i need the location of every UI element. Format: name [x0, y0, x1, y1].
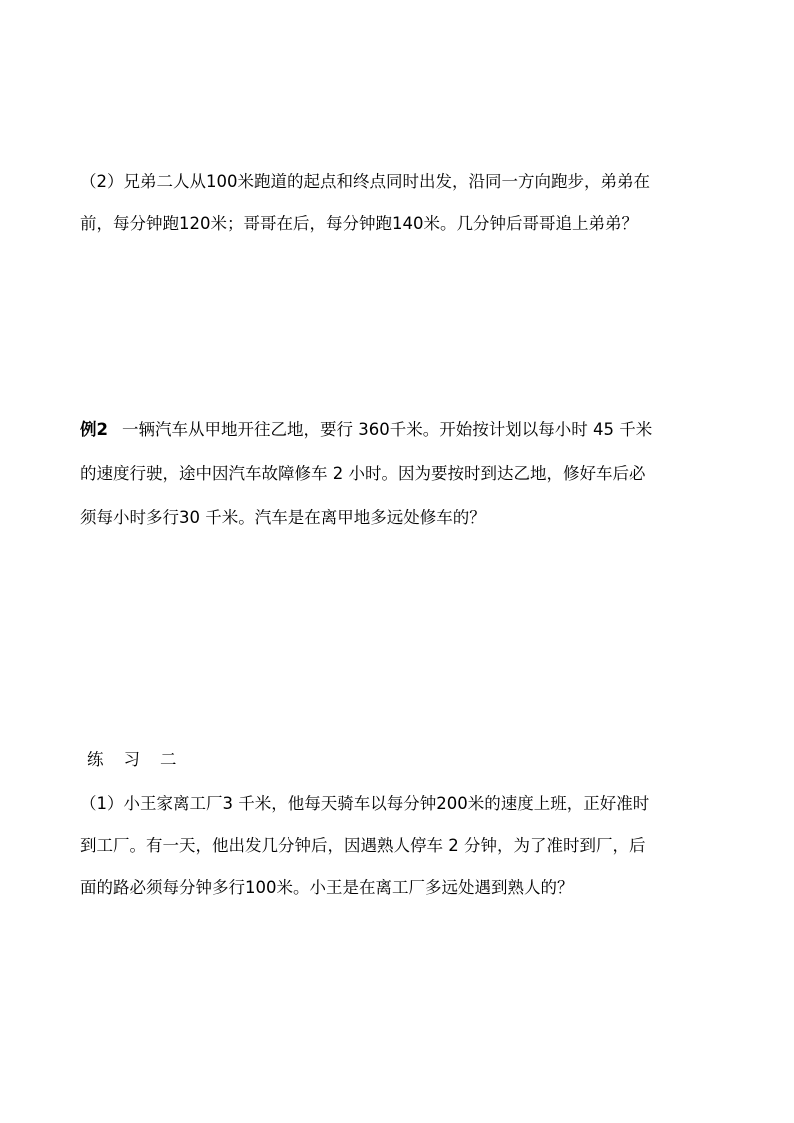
exercise-2-q1-line-2: 到工厂。有一天，他出发几分钟后，因遇熟人停车 2 分钟，为了准时到厂，后 — [80, 836, 646, 855]
example-2-line-2: 的速度行驶，途中因汽车故障修车 2 小时。因为要按时到达乙地，修好车后必 — [80, 464, 646, 483]
example-2-line-3: 须每小时多行30 千米。汽车是在离甲地多远处修车的？ — [80, 508, 486, 527]
exercise-2-q1-line-1: （1）小王家离工厂3 千米，他每天骑车以每分钟200米的速度上班，正好准时 — [80, 794, 650, 813]
example-2-line-1 — [80, 418, 720, 442]
example-2-text-1: 一辆汽车从甲地开往乙地，要行 360千米。开始按计划以每小时 45 千米 — [121, 420, 653, 439]
problem-2-line-1: （2）兄弟二人从100米跑道的起点和终点同时出发，沿同一方向跑步，弟弟在 — [80, 172, 650, 191]
example-2-label: 例2 — [80, 420, 108, 439]
problem-2-line-2: 前，每分钟跑120米；哥哥在后，每分钟跑140米。几分钟后哥哥追上弟弟？ — [80, 214, 638, 233]
exercise-2-title: 练习二 — [87, 750, 197, 769]
exercise-2-q1-line-3: 面的路必须每分钟多行100米。小王是在离工厂多远处遇到熟人的？ — [80, 878, 574, 897]
